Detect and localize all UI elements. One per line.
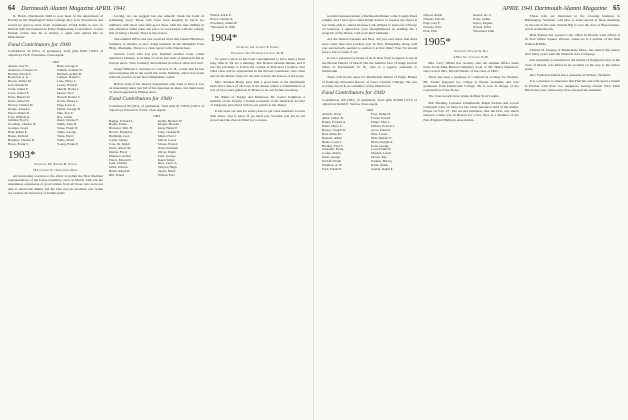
contributor-name: Lamper, Daniel L. bbox=[57, 75, 82, 80]
contributor-name: Hill, Ernest bbox=[109, 173, 125, 178]
paragraph: It is a pleasure to announce that Fletcher and wife spent a month in Florida with their two daughters, having chosen West Palm Beach this year, where they have enjoyed the sunshine. bbox=[524, 79, 620, 92]
contributor-name: Taylor, Eugene bbox=[472, 20, 493, 25]
contributor-name: *Deceased 1940 bbox=[472, 28, 495, 33]
contributor-name: *Deceased in 1940 bbox=[210, 24, 236, 29]
contributor-name: Moore, Fred bbox=[57, 91, 74, 96]
contributor-name: Ray, Arthur bbox=[57, 114, 73, 119]
contributor-name: Lane, Charles H. bbox=[158, 130, 181, 135]
paragraph: Hale Wilson has opened a law office in Boston with offices at 10 Post Office Square, Boston, where he is a partner of the firm Wilson & Hale. bbox=[524, 33, 620, 46]
fund-summary: Contributors 109 (48%, of graduates). Total gifts $2,088 (115% of objective). Ralph E. Sexton, Class Agent. bbox=[322, 97, 418, 106]
contributor-name: Watson, Elliot bbox=[472, 24, 492, 29]
contributor-name: Ford, Frank H. bbox=[322, 166, 342, 171]
contributor-name: Marsh, Lewis bbox=[158, 138, 177, 143]
contributor-name: Smith, John H. bbox=[57, 122, 77, 127]
contributor-name: Gale, Charles bbox=[109, 161, 127, 166]
contributor-name: Goodhue, Charles W. bbox=[8, 122, 37, 127]
contributor-name: Gilbert, Everett J. bbox=[371, 123, 395, 128]
contributor-name: Young, Frank P. bbox=[57, 141, 79, 146]
contributor-name: Chandler, Frank bbox=[322, 147, 344, 152]
secretary-address: 18 Lougheed St., Worcester, Mass. bbox=[32, 167, 79, 172]
contributor-name: Cole, Dr. Ralph bbox=[109, 141, 130, 146]
name-column bbox=[158, 120, 204, 179]
contributor-name: Hale, Lester bbox=[371, 131, 388, 136]
contributor-name: Aldrich, Oscar bbox=[322, 113, 342, 117]
contributor-name: Kent, George bbox=[371, 143, 389, 148]
contributor-name: Wood, Chester A. bbox=[210, 16, 234, 21]
left-page-number: 64 bbox=[8, 4, 15, 12]
contributor-name: Rand, Arthur bbox=[371, 163, 389, 168]
paragraph: The class records here widen in Miss Scott's name. bbox=[428, 94, 500, 99]
contributor-name: Nash, Kenneth bbox=[158, 145, 178, 150]
contributor-name: Lewis, Frank P. bbox=[57, 83, 78, 88]
contributor-name: Taylor, Harry bbox=[158, 169, 176, 174]
contributor-name: Hatch, Ralph B. bbox=[109, 169, 131, 174]
contributor-name: Norris, Henry L. bbox=[57, 98, 79, 103]
contributor-name: Wells, Albert bbox=[57, 137, 75, 142]
contributor-name: Mann, Fred J. bbox=[158, 134, 177, 139]
paragraph: Charles H. Cheney of Bethlehem, Mass., has retired this winter after thirty years with the Simonds Saw Company. bbox=[524, 47, 620, 56]
contributor-name: Jenkins, Samuel W. bbox=[57, 67, 83, 72]
left-column-1 bbox=[8, 14, 103, 420]
contributor-name: Hale, Ralph E. bbox=[8, 130, 28, 135]
right-column-2 bbox=[423, 14, 518, 420]
contributor-name: Parker, George B. bbox=[57, 106, 81, 111]
contributor-name: King, Henry E. bbox=[158, 126, 179, 131]
contributor-name: Sexton, Ralph E. bbox=[371, 166, 394, 171]
contributor-name: Pike, Roy E. bbox=[57, 110, 74, 115]
name-list bbox=[109, 120, 204, 179]
name-column bbox=[371, 113, 417, 172]
paragraph: forcing, we can suggest but one remedy: break the habit of remaining away. Those who have been keeping in touch are numbers with those who find good cheer with the true smiling in this existence either takes the place of association with the college that of being a friend. There is the reason. bbox=[109, 14, 204, 35]
contributor-name: Stearns, Dr. C. bbox=[472, 14, 492, 17]
class-year-heading: 1905* bbox=[423, 35, 451, 48]
secretary-name: Secretary, Walter W. Day bbox=[454, 48, 488, 53]
name-column bbox=[8, 65, 54, 147]
contributor-name: Morse, Everett bbox=[158, 141, 178, 146]
paragraph: Are the Orman Lalande and Bert, did you ever know that there were other men that worked over in New Hampshire along with you and nobody seemed to realize it at that time? Your '04 should keep a fair account of all. bbox=[322, 37, 418, 54]
contributor-name: Bennett, Albert bbox=[322, 135, 343, 140]
contributor-name: Marden, Lewis bbox=[371, 151, 392, 156]
contributor-name: Newell, Robert C. bbox=[57, 95, 81, 99]
contributor-name: Baker, Harry L. bbox=[322, 123, 343, 128]
paragraph: Those who are interested in the crossing business in Bennington, Vermont, will have to send reports of those meetings by the end of the year. Warren Bly is over the state of Bonaventure, and is in Dartmouth. bbox=[524, 14, 620, 31]
contributor-name: Hall, Herbert F. bbox=[371, 135, 392, 140]
contributor-name: Carter, Sidney bbox=[109, 138, 128, 143]
contributor-name: Parsons, Edw. bbox=[423, 24, 442, 29]
contributor-name: Cooke, Arthur bbox=[322, 151, 341, 156]
contributor-name: Woodbury, James H. bbox=[210, 20, 238, 25]
paragraph: There will be the news for Dartmouth alumni of Edgar Haines of Peabody, Reverend Rector of Grace Church, Chicago. He was recently sworn in as a member of the Illinois bar. bbox=[322, 75, 418, 88]
name-list bbox=[423, 14, 518, 34]
paragraph: The Alumni Office has just received word that Daniel Hinckley, formerly of Atlanta, is now doing business in the Memphis Trust Bldg., Memphis. There is a class report to his friends here. bbox=[109, 37, 204, 50]
contributor-name: Page, Guy F. bbox=[423, 20, 441, 25]
contributor-name: Perkins, Harvey bbox=[371, 159, 393, 164]
paragraph: So great a pitch as has been contemplated to have been a most busy time in '04 for a meeting. The Boston Alumni Dinner and it was my privilege to follow the contest at Princeton I believe. Our 1904 class will be represented in the Boston Commons, who often ask for the dinner when it's our turn to have the honors of the party. bbox=[210, 56, 305, 78]
contributor-name: Pratt, George bbox=[158, 153, 176, 158]
contributor-name: Hayes, Richard bbox=[8, 134, 29, 139]
left-column-3 bbox=[210, 14, 305, 420]
contributor-name: Granger, Lloyd bbox=[8, 126, 29, 131]
paragraph: Rev. Frederick Dainis has a pastorate in Walton, Vermont. bbox=[529, 73, 611, 77]
contributor-name: Oliver, Ralph bbox=[158, 149, 176, 154]
contributor-name: Bolles, Frank bbox=[109, 122, 127, 127]
contributor-name: Clark, James P. bbox=[8, 87, 29, 92]
paragraph: received announcement a Dartmouth Dinner at the Copley Plaza tonight, and I have just called Ralph Sexton to express my regret at not being able to attend because I am obliged to leave for Chicago on business. I appreciate your thoughtfulness in sending me a program of the dinner, with your kind reminder. bbox=[322, 14, 418, 35]
right-column-1 bbox=[322, 14, 417, 420]
contributor-name: Abbott, Guy H. bbox=[8, 64, 29, 68]
contributor-name: Hunt, George P. bbox=[57, 64, 79, 68]
right-page bbox=[314, 0, 628, 420]
contributor-name: Allen, Luther B. bbox=[322, 116, 344, 121]
paragraph: Our sympathy is extended to the family of Pangborn who, at the close of March, was killed in an accident on his way to his winter home. bbox=[524, 58, 620, 71]
paragraph: Stewart Cobb who has just finished another book called America's Destiny, is writing of all he has seen of American life in Europe since. They formerly did business in school, often and well. bbox=[109, 52, 204, 65]
paragraph: It has been our aim for some years to get class members to have their share, and to know if we need you, because you are in our record and the class is filled for a reason. bbox=[210, 109, 305, 122]
contributor-name: Badger, Edward L. bbox=[109, 119, 134, 123]
paragraph: Judge William L. Stevens of Concord, N. H., writes that he has been enjoying life in the world trip in the Summer, and is now back with his practice in the New Hampshire courts. bbox=[109, 66, 204, 80]
name-list bbox=[210, 14, 305, 30]
contributor-name: Eastman, A. W. bbox=[322, 163, 343, 168]
name-column bbox=[423, 14, 469, 34]
fund-year: 1903 bbox=[153, 114, 160, 119]
contributor-name: Dean, George bbox=[322, 155, 341, 160]
paragraph: Dr. Blake of Tapley and Mahoney, Dr. Carter Leighton, a member of the faculty, a former president of the American Society of Surgeons and others will be our guests at the dinner. bbox=[210, 94, 305, 108]
name-column bbox=[322, 113, 368, 172]
contributor-name: Tuttle, George bbox=[57, 130, 77, 135]
contributor-name: Reed, Walter bbox=[158, 157, 176, 162]
contributor-name: Bell, Julius M. bbox=[322, 131, 342, 136]
left-running-header bbox=[8, 4, 305, 14]
left-running-head: Dartmouth Alumni Magazine APRIL 1941 bbox=[21, 5, 126, 12]
contributor-name: Foss, William A. bbox=[8, 114, 31, 119]
contributor-name: Davis, Albert H. bbox=[8, 98, 30, 103]
contributor-name: Stone, Arthur bbox=[472, 16, 491, 21]
contributor-name: Stone, Frank W. bbox=[57, 126, 79, 131]
contributor-name: Hopkins, Charles R. bbox=[8, 137, 35, 142]
contributor-name: Bartlett, Edwin T. bbox=[8, 71, 32, 76]
contributor-name: Howe, Frank T. bbox=[8, 141, 29, 146]
contributor-name: Dolloff, Frank bbox=[322, 159, 341, 164]
paragraph: R. Hatch, Dartmouth 1940 is now head of the department of Botany in the Washington State College. Roy is in Woodstock and would be glad to hear from classmates. Frank Kiley is now in Detroit with his business in Kiley Engineering Corporation. Carlos Dennis writes that he is having a quiet and retired life in Manchester. bbox=[8, 14, 103, 40]
right-running-header bbox=[322, 4, 620, 14]
contributor-name: Hunt, Dwight A. bbox=[371, 139, 394, 144]
contributor-name: Bailey, Edward A. bbox=[322, 120, 347, 125]
contributor-name: Emerson, Arthur bbox=[109, 153, 131, 158]
paragraph: It was a pleasure for many of us in New York to appear to see in the Boston Herald of March 5th, the familiar face of Judge Donald Tibbs of Portsmouth, N. H., who is a regular attendant to Dartmouth. bbox=[322, 56, 418, 73]
fund-heading: Fund Contributors for 1940 bbox=[109, 96, 172, 103]
contributor-name: Cross, Walter F. bbox=[8, 91, 30, 96]
contributor-name: Wilson, Earle E. bbox=[210, 14, 232, 17]
contributor-name: Wade, Harry bbox=[57, 134, 74, 139]
contributor-name: Gove, Edward bbox=[371, 127, 391, 132]
name-column bbox=[109, 120, 155, 179]
contributor-name: Gillis, Warren bbox=[109, 165, 128, 170]
contributor-name: Bostwick, A. G. bbox=[8, 75, 30, 80]
contributor-name: Dodge, Joseph L. bbox=[8, 106, 32, 111]
name-list bbox=[8, 65, 103, 147]
contributor-name: Farrar, Edward S. bbox=[109, 157, 133, 162]
left-columns bbox=[8, 14, 305, 420]
paragraph: Mrs. Thomas Hanly gave him a good time at the Dartmouth Club and a dance of old boys at the dinner where a remembrance of sort of boys were gathered in Honor to be our former secretary. bbox=[210, 79, 305, 93]
contributor-name: Read, Charles F. bbox=[57, 118, 79, 123]
contributor-name: Foss, Daniel E. bbox=[371, 113, 392, 117]
contributor-name: Brewster, Wm. H. bbox=[109, 126, 133, 131]
secretary-name: Secretary, Dr. Edward B. Sturgis bbox=[34, 161, 77, 166]
fund-summary: Contributors 59 (50%, of graduates). Total gifts $189. (100% of objective). H. B. Fessenden, Class Agent. bbox=[8, 49, 103, 58]
contributor-name: Gilman, Fred S. bbox=[8, 118, 30, 123]
contributor-name: Pratt, Ellis bbox=[423, 28, 438, 33]
contributor-name: Blake, Louis J. bbox=[322, 139, 342, 144]
contributor-name: Dutton, Harry bbox=[109, 149, 128, 154]
name-column bbox=[210, 14, 305, 30]
contributor-name: Anderson, Clarence G. bbox=[8, 67, 39, 72]
secretary-name: Secretary, Dr. Charles F. Sarren bbox=[236, 44, 279, 49]
contributor-name: Nelson, Ralph bbox=[423, 14, 443, 17]
right-running-head: APRIL 1941 Dartmouth Alumni Magazine bbox=[502, 5, 607, 12]
fund-heading: Fund Contributors for 1940 bbox=[322, 90, 385, 96]
contributor-name: Barton, Joseph W. bbox=[322, 127, 346, 132]
contributor-name: Fuller, John L. bbox=[371, 120, 391, 125]
fund-year: 1904 bbox=[366, 108, 374, 112]
contributor-name: Dewey, Charles M. bbox=[8, 102, 34, 107]
name-list bbox=[322, 113, 417, 172]
contributor-name: Kinger, Howard bbox=[158, 122, 180, 127]
contributor-name: Sawyer, Hugh bbox=[158, 165, 177, 170]
contributor-name: Dana, Harold W. bbox=[8, 95, 31, 99]
contributor-name: Merrill, Henry L. bbox=[57, 87, 80, 92]
fund-year: 1902 bbox=[52, 59, 59, 64]
left-column-2 bbox=[109, 14, 204, 420]
paragraph: Before class of the history department who want to have it was an interesting letter last fall of his experiences there. Let them learn of what happened at Hilltop since. bbox=[109, 81, 204, 94]
contributor-name: Davis, Albert M. bbox=[109, 145, 132, 150]
contributor-name: Wilson, Earl bbox=[158, 173, 175, 178]
contributor-name: Foster, Everett bbox=[371, 116, 391, 121]
paragraph: There has been a graduate of Connecticut College for Women, Mr. Tobias prepared for college at Exeter Academy and was graduated from Dartmouth College. He is now in charge of the construction of the Stone. bbox=[423, 75, 519, 93]
secretary-address: Waterville Inn, Waterville Valley, N. H. bbox=[230, 50, 285, 55]
contributor-name: Keller, Herbert W. bbox=[158, 119, 183, 123]
contributor-name: Page, Leon A. bbox=[57, 102, 76, 107]
right-column-3 bbox=[525, 14, 620, 420]
secretary-address: 4 High St., Concord, N. H. bbox=[453, 54, 489, 59]
contributor-name: Lord, Frank W. bbox=[371, 147, 392, 152]
right-page-number: 65 bbox=[613, 4, 620, 12]
contributor-name: Burnham, Leon bbox=[109, 134, 130, 139]
contributor-name: Brown, Perley M. bbox=[8, 79, 32, 84]
contributor-name: Bradley, Fred S. bbox=[322, 143, 344, 148]
fund-heading: Fund Contributors for 1940 bbox=[8, 41, 71, 48]
contributor-name: Eaton, Walter R. bbox=[8, 110, 30, 115]
contributor-name: Lane, Harry C. bbox=[57, 79, 77, 84]
contributor-name: Brown, Frederick bbox=[109, 130, 133, 135]
paragraph: An interesting reaction to the effort to gather the New England representatives of the forest-dormitory class on March 14th was the unanimous expression of good wishes from all those who were not able to attend the dinner, but the idea was an excellent one. Some are around our Secretary of Indianopolis. bbox=[8, 173, 103, 195]
name-column bbox=[57, 65, 103, 147]
class-year-heading: 1903* bbox=[8, 148, 36, 161]
right-columns bbox=[322, 14, 620, 420]
name-column bbox=[473, 14, 519, 34]
paragraph: Mrs. Lucy Wilder has recently sent the Alumni Office some news about Miss Barbara Salisbury Scott, to Mr. Henry Dennison, and a son of Mrs. Harold Wilder, of the class of 1905. bbox=[423, 60, 519, 74]
contributor-name: Nichols, Harold bbox=[423, 16, 445, 21]
contributor-name: Moore, Ray bbox=[371, 155, 387, 160]
contributor-name: Carr, Robert H. bbox=[8, 83, 29, 88]
contributor-name: Rice, Lewis L. bbox=[158, 161, 178, 166]
class-year-heading: 1904* bbox=[210, 31, 238, 44]
contributor-name: Kimball, Arthur B. bbox=[57, 71, 82, 76]
fund-summary: Contributors 80 (45%, of graduates). Total gifts $1,738.50 (102% of objective). Edward S. Farrar, Class Agent. bbox=[109, 103, 204, 113]
paragraph: Bob Harding, Leltoane Chamberlin, Ralph Stearns and Lovell Campbell went on hand for the Class luncheon held at the Parker House on Feb. 27. The second luncheon, like the first, was much enjoyed. Camp was in Boston for a few days as a member of the New England Highway Association. bbox=[423, 100, 519, 122]
